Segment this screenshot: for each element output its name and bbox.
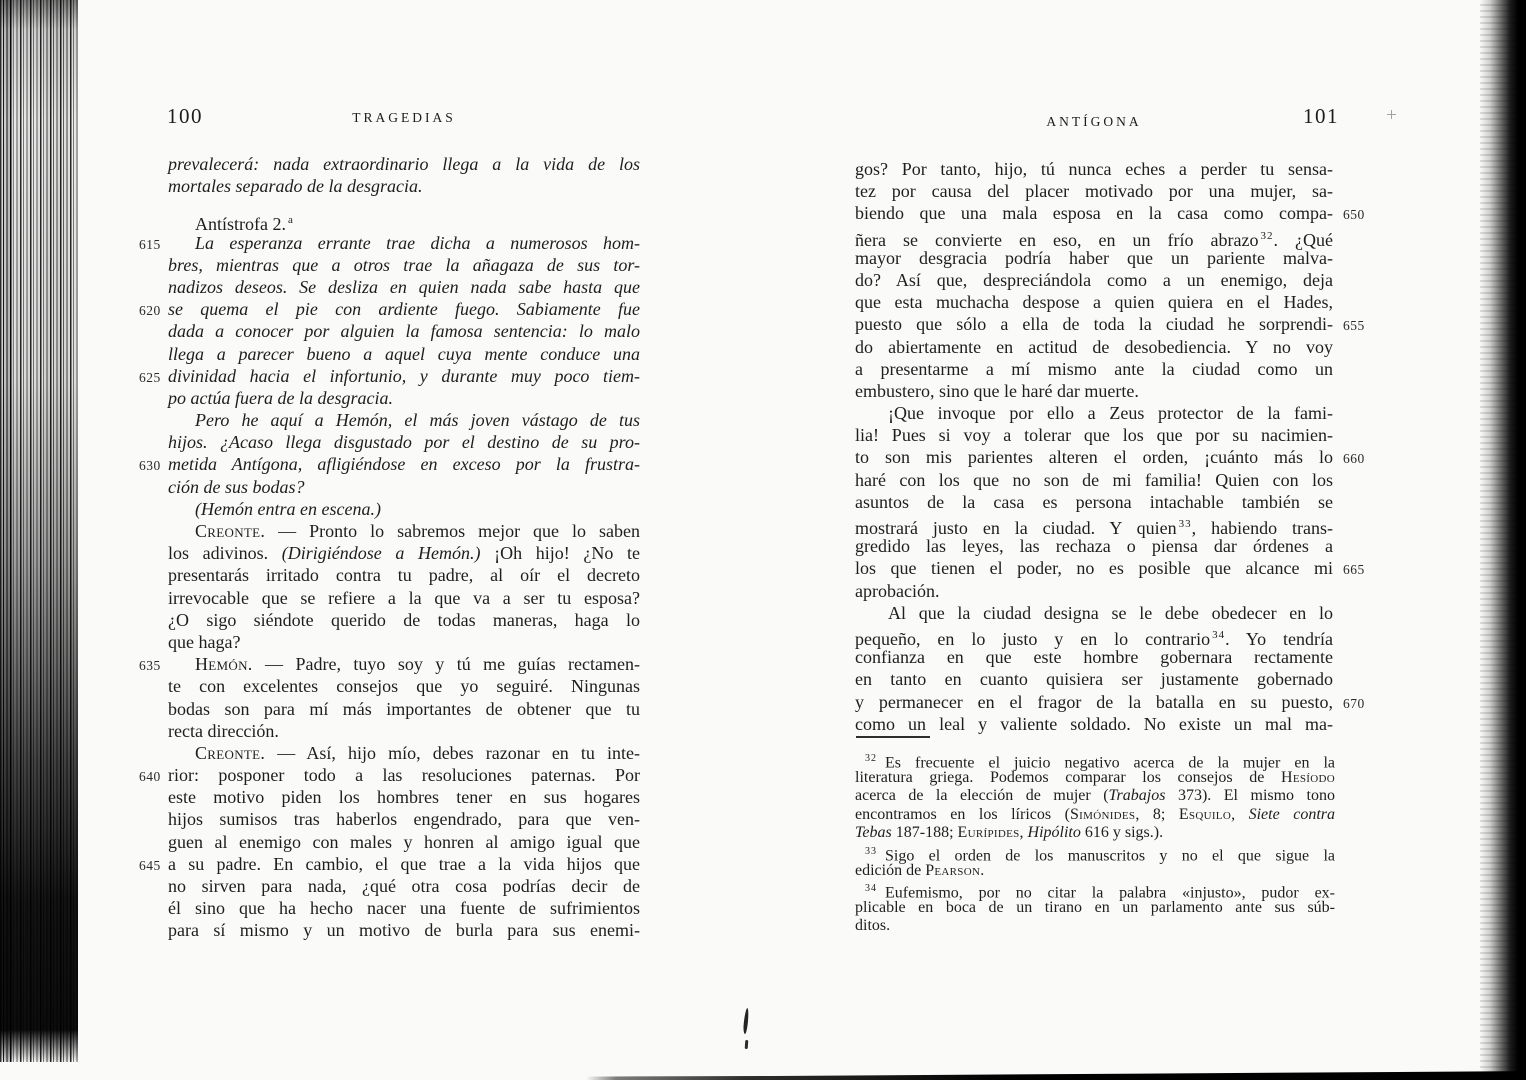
- text-segment: metida Antígona, afligiéndose en exceso por la frustra-: [168, 454, 640, 475]
- text-segment: ¿O sigo siéndote querido de todas maneras, haga lo: [168, 609, 640, 630]
- text-segment: tez por causa del placer motivado por una mujer, sa-: [855, 181, 1333, 202]
- text-segment: gredido las leyes, las rechaza o piensa dar órdenes a: [855, 536, 1333, 557]
- text-line: [855, 402, 1333, 424]
- text-segment: haré con los que no son de mi familia! Quien con los: [855, 469, 1333, 490]
- text-segment: para sí mismo y un motivo de burla para sus enemi-: [168, 920, 640, 941]
- text-segment: mostrará justo en la ciudad. Y quien: [855, 518, 1177, 538]
- text-line: [855, 358, 1333, 380]
- text-segment: y permanecer en el fragor de la batalla en su puesto,: [855, 691, 1333, 712]
- text-segment: guen al enemigo con males y honren al amigo igual que: [168, 831, 640, 852]
- footnote-separator-rule: [856, 736, 930, 738]
- text-segment: do? Así que, despreciándola como a un enemigo, deja: [855, 269, 1333, 290]
- text-segment: gos? Por tanto, hijo, tú nunca eches a perder tu sensa-: [855, 159, 1333, 179]
- verse-line-number: 670: [1343, 695, 1365, 711]
- text-line: [855, 917, 1335, 936]
- text-segment: Sigo el orden de los manuscritos y no el que sigue la: [877, 847, 1335, 865]
- text-segment: , habiendo trans-: [1191, 518, 1333, 538]
- text-segment: los que tienen el poder, no es posible que alcance mi: [855, 558, 1333, 579]
- text-segment: que haga?: [168, 631, 241, 652]
- text-line: [855, 602, 1333, 624]
- text-line: [855, 646, 1333, 668]
- text-line: [855, 158, 1333, 180]
- text-segment: presentarás irritado contra tu padre, al oír el decreto: [168, 565, 640, 586]
- text-segment: puesto que sólo a ella de toda la ciudad he sorprendi-: [855, 314, 1333, 335]
- page-number: 101: [1303, 104, 1339, 128]
- text-line: [855, 750, 1335, 772]
- text-segment: — Así, hijo mío, debes razonar en tu inte-: [265, 742, 640, 763]
- text-segment: La esperanza errante trae dicha a numerosos hom-: [195, 232, 640, 253]
- text-segment: Simónides: [1069, 805, 1136, 823]
- text-segment: confianza en que este hombre gobernara rectamente: [855, 647, 1333, 668]
- verse-line-number: 665: [1343, 562, 1365, 578]
- text-segment: los adivinos.: [168, 543, 282, 564]
- text-segment: — Pronto lo sabremos mejor que lo saben: [265, 521, 640, 541]
- text-line: [855, 313, 1365, 335]
- text-segment: do abiertamente en actitud de desobediencia. Y no voy: [855, 336, 1333, 357]
- text-segment: Es frecuente el juicio negativo acerca de la mujer en la: [877, 754, 1335, 772]
- verse-line-number: 615: [139, 236, 161, 252]
- text-segment: Hesíodo: [1281, 768, 1335, 786]
- text-segment: ditos.: [855, 917, 891, 935]
- text-segment: ción de sus bodas?: [168, 476, 305, 497]
- text-segment: en tanto en cuanto quisiera ser justamente gobernado: [855, 669, 1333, 690]
- text-segment: Pero he aquí a Hemón, el más joven vástago de tus: [195, 410, 640, 431]
- text-line: [855, 336, 1333, 358]
- text-segment: Tebas: [855, 824, 892, 842]
- text-line: [855, 202, 1365, 224]
- text-segment: mortales separado de la desgracia.: [168, 176, 423, 197]
- text-segment: Trabajos: [1108, 787, 1166, 805]
- text-line: [855, 180, 1333, 202]
- text-line: [855, 624, 1333, 649]
- text-segment: Creonte.: [195, 742, 266, 763]
- text-line: [855, 557, 1365, 579]
- running-title: TRAGEDIAS: [352, 110, 456, 125]
- verse-line-number: 645: [139, 857, 161, 873]
- footnote-reference: 32: [1260, 229, 1274, 242]
- text-segment: plicable en boca de un tirano en un parlamento ante sus súb-: [855, 898, 1335, 916]
- text-segment: nadizos deseos. Se desliza en quien nada sabe hasta que: [168, 276, 640, 297]
- text-segment: (Dirigiéndose a Hemón.): [281, 543, 481, 564]
- text-segment: acerca de la elección de mujer (: [855, 787, 1109, 805]
- text-line: [855, 535, 1333, 557]
- text-segment: ,: [1231, 805, 1249, 823]
- text-segment: ,: [1019, 824, 1028, 842]
- text-line: [855, 380, 1333, 402]
- text-line: [855, 491, 1333, 513]
- text-line: [855, 269, 1333, 291]
- text-segment: po actúa fuera de la desgracia.: [168, 387, 393, 408]
- text-line: [855, 469, 1333, 491]
- text-segment: aprobación.: [855, 580, 940, 601]
- text-segment: rior: posponer todo a las resoluciones paternas. Por: [168, 765, 640, 786]
- verse-line-number: 655: [1343, 318, 1365, 334]
- text-segment: dada a conocer por alguien la famosa sentencia: lo malo: [168, 321, 640, 342]
- text-segment: mayor desgracia podría haber que un pariente malva-: [855, 247, 1333, 268]
- text-segment: llega a parecer bueno a aquel cuya mente conduce una: [168, 343, 640, 364]
- text-segment: 373). El mismo tono: [1165, 787, 1336, 805]
- text-segment: no sirven para nada, ¿qué otra cosa podrías decir de: [168, 876, 640, 896]
- text-segment: te con excelentes consejos que yo seguiré. Ningunas: [168, 676, 640, 697]
- footnote-reference: 34: [1212, 628, 1226, 641]
- text-segment: a su padre. En cambio, el que trae a la vida hijos que: [168, 853, 640, 874]
- text-line: [855, 513, 1333, 538]
- text-segment: 187-188;: [891, 824, 958, 842]
- text-segment: Eurípides: [957, 824, 1020, 842]
- footnotes-block: [855, 750, 1335, 936]
- text-segment: bres, mientras que a otros trae la añagaza de sus tor-: [168, 254, 640, 275]
- text-line: [855, 899, 1335, 918]
- text-segment: Hipólito: [1027, 824, 1081, 842]
- text-line: [855, 291, 1333, 313]
- text-line: [855, 580, 1333, 602]
- text-segment: divinidad hacia el infortunio, y durante muy poco tiem-: [168, 365, 640, 386]
- text-segment: se quema el pie con ardiente fuego. Sabiamente fue: [168, 299, 640, 320]
- text-line: [855, 769, 1335, 788]
- text-segment: edición de: [855, 861, 926, 879]
- text-segment: ¡Que invoque por ello a Zeus protector de la fami-: [888, 403, 1333, 424]
- text-segment: . ¿Qué: [1273, 229, 1333, 250]
- footnote-reference: 33: [1178, 518, 1192, 530]
- text-line: [855, 424, 1333, 446]
- text-segment: asuntos de la casa es persona intachable también se: [855, 491, 1333, 512]
- text-segment: bodas son para mí más importantes de obtener que tu: [168, 698, 640, 719]
- verse-line-number: 640: [139, 769, 161, 785]
- text-segment: encontramos en los líricos (: [855, 805, 1070, 823]
- text-segment: , 8;: [1135, 805, 1179, 823]
- text-segment: ¡Oh hijo! ¿No te: [480, 543, 640, 564]
- text-segment: que esta muchacha despose a quien quiera en el Hades,: [855, 292, 1333, 313]
- text-segment: lia! Pues si voy a tolerar que los que por su nacimien-: [855, 425, 1333, 446]
- footnote-reference: 34: [865, 883, 877, 895]
- text-segment: este motivo piden los hombres tener en sus hogares: [168, 787, 640, 808]
- text-segment: Esquilo: [1178, 805, 1232, 823]
- text-segment: Al que la ciudad designa se le debe obedecer en lo: [888, 602, 1333, 623]
- running-title: ANTÍGONA: [1046, 114, 1142, 129]
- text-segment: 616 y sigs.).: [1080, 824, 1164, 842]
- text-segment: to son mis parientes alteren el orden, ¡cuánto más lo: [855, 447, 1333, 468]
- text-segment: a presentarme a mí mismo ante la ciudad como un: [855, 358, 1333, 379]
- text-line: [855, 824, 1335, 843]
- text-segment: . Yo tendría: [1225, 628, 1333, 649]
- text-line: [855, 713, 1333, 735]
- text-segment: recta dirección.: [168, 720, 279, 741]
- text-line: [855, 247, 1333, 269]
- text-segment: literatura griega. Podemos comparar los consejos de: [855, 768, 1281, 786]
- text-line: [855, 806, 1335, 825]
- text-line: [855, 691, 1365, 713]
- text-segment: como un leal y valiente soldado. No existe un mal ma-: [855, 713, 1333, 734]
- text-segment: Siete contra: [1248, 805, 1336, 823]
- verse-line-number: 660: [1343, 451, 1365, 467]
- text-segment: (Hemón entra en escena.): [195, 498, 381, 519]
- footnote-reference: 32: [865, 753, 877, 764]
- footnote-reference: 33: [865, 845, 877, 857]
- text-line: [855, 668, 1333, 690]
- page-number: 100: [167, 104, 203, 128]
- text-segment: Creonte.: [195, 521, 266, 541]
- page-text-column: [855, 158, 1365, 735]
- text-segment: Eufemismo, por no citar la palabra «injusto», pudor ex-: [877, 884, 1335, 902]
- text-line: [855, 843, 1335, 865]
- text-segment: hijos. ¿Acaso llega disgustado por el destino de su pro-: [168, 432, 640, 453]
- text-segment: hijos sumisos tras haberlos engendrado, para que ven-: [168, 809, 640, 830]
- text-segment: .: [980, 861, 985, 879]
- text-segment: Pearson: [925, 861, 981, 879]
- verse-line-number: 630: [139, 458, 161, 474]
- text-segment: Antístrofa 2.: [195, 214, 286, 235]
- text-line: [855, 862, 1335, 881]
- verse-line-number: 620: [139, 303, 161, 319]
- verse-line-number: 635: [139, 658, 161, 674]
- verse-line-number: 625: [139, 369, 161, 385]
- verse-line-number: 650: [1343, 207, 1365, 223]
- text-line: [855, 787, 1335, 806]
- text-line: [855, 880, 1335, 902]
- text-segment: pequeño, en lo justo y en lo contrario: [855, 628, 1211, 649]
- text-segment: biendo que una mala esposa en la casa como compa-: [855, 203, 1333, 224]
- text-segment: prevalecerá: nada extraordinario llega a la vida de los: [168, 154, 640, 174]
- text-line: [855, 446, 1365, 468]
- text-segment: ñera se convierte en eso, en un frío abrazo: [855, 229, 1259, 250]
- text-segment: Hemón.: [195, 654, 253, 675]
- text-segment: embustero, sino que le haré dar muerte.: [855, 380, 1139, 401]
- text-line: [855, 225, 1333, 250]
- text-segment: irrevocable que se refiere a la que va a ser tu esposa?: [168, 587, 640, 608]
- text-segment: él sino que ha hecho nacer una fuente de sufrimientos: [168, 898, 640, 919]
- footnote-reference: a: [287, 214, 294, 227]
- text-segment: — Padre, tuyo soy y tú me guías rectamen-: [252, 654, 640, 675]
